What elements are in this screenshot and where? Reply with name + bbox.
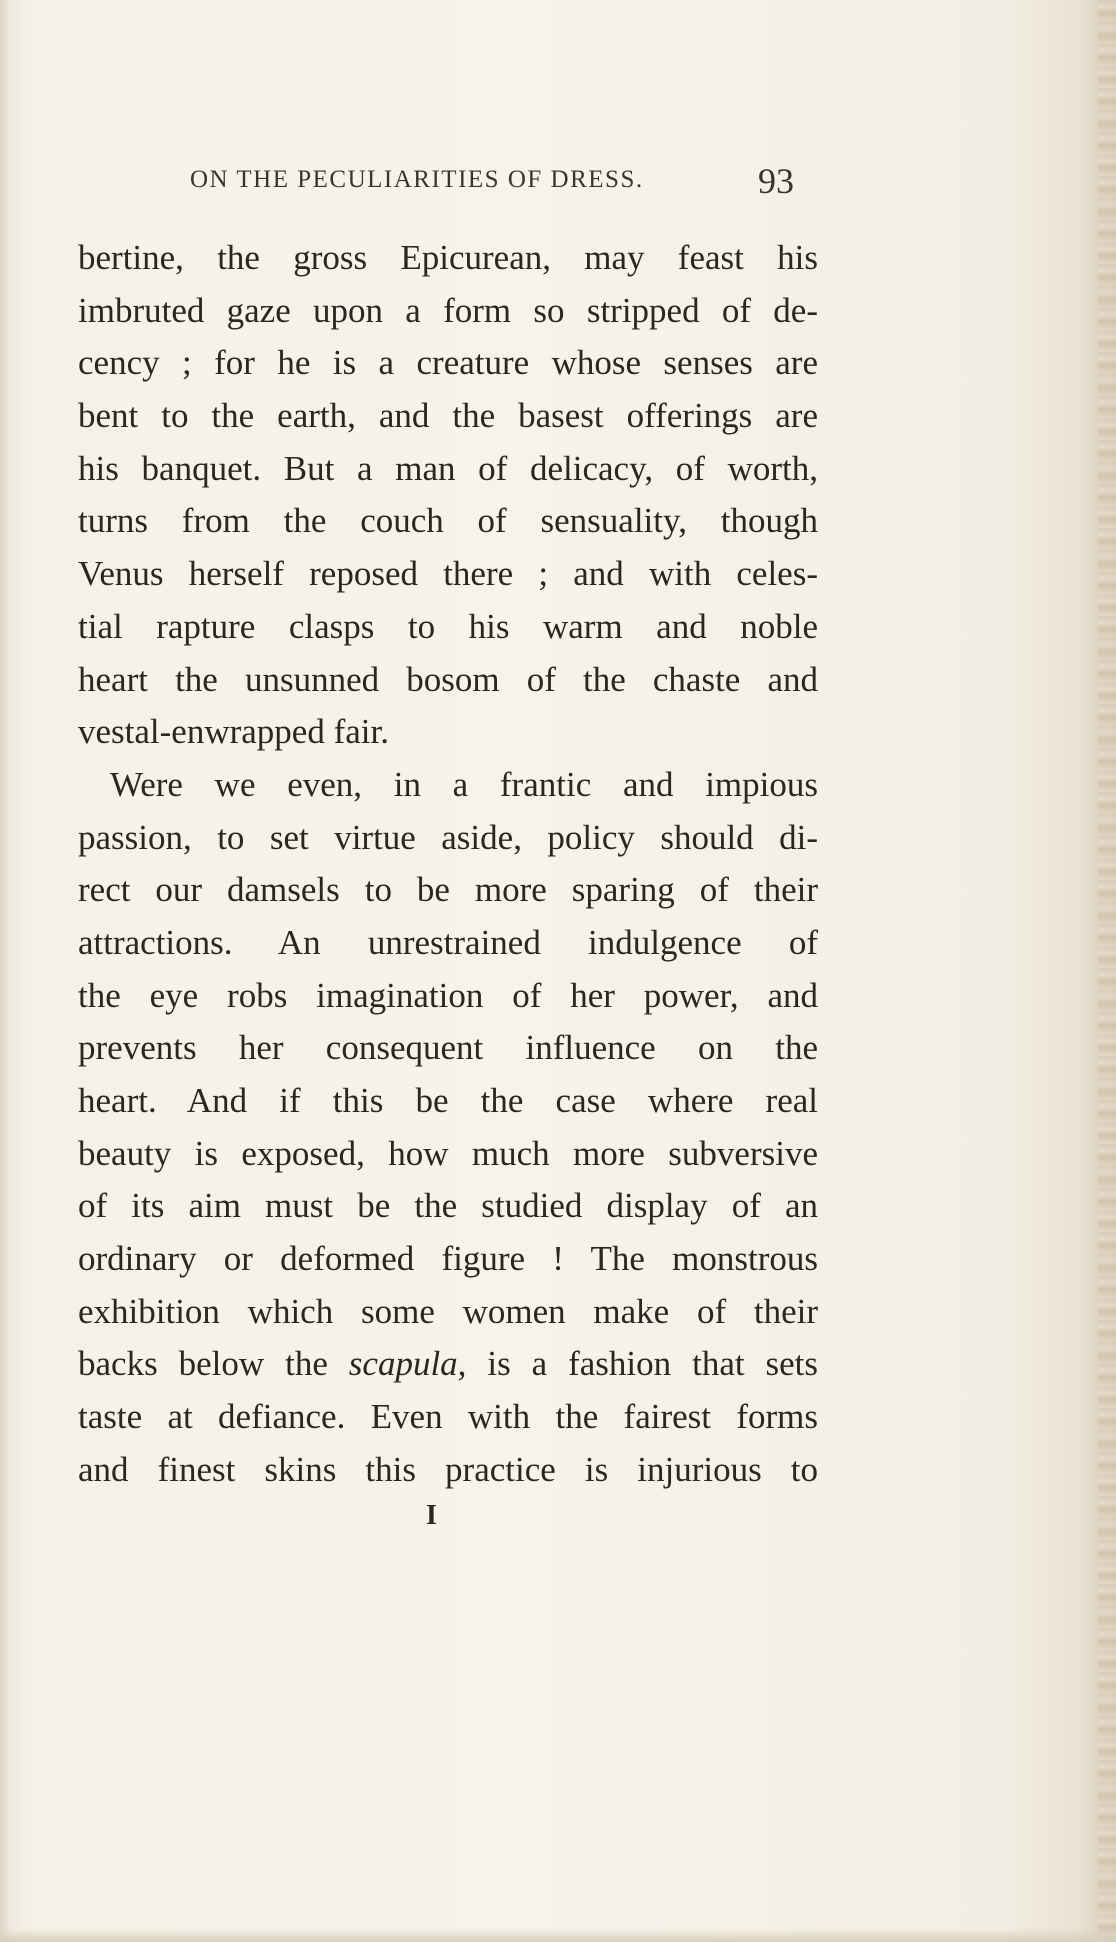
text-segment: is a fashion that sets [487, 1344, 819, 1384]
text-line: rect our damsels to be more sparing of their [78, 870, 818, 910]
text-line-paragraph-start: Were we even, in a frantic and impious [110, 764, 818, 804]
text-line-with-italic [78, 1338, 818, 1391]
text-line: vestal-enwrapped fair. [78, 712, 389, 752]
running-head: ON THE PECULIARITIES OF DRESS. [190, 166, 644, 193]
text-segment: backs below the [78, 1344, 328, 1384]
text-line: turns from the couch of sensuality, though [78, 501, 818, 541]
text-line: his banquet. But a man of delicacy, of worth, [78, 448, 818, 488]
page-number: 93 [758, 161, 794, 201]
text-line: ordinary or deformed figure ! The monstrous [78, 1239, 818, 1279]
text-line: the eye robs imagination of her power, and [78, 975, 818, 1015]
signature-mark: I [426, 1500, 437, 1531]
text-line: cency ; for he is a creature whose senses are [78, 343, 818, 383]
page-fore-edge [1098, 0, 1116, 1942]
text-line: taste at defiance. Even with the fairest forms [78, 1397, 818, 1437]
italic-term: scapula, [348, 1344, 467, 1384]
page-gutter-shadow [0, 0, 10, 1942]
text-line: bertine, the gross Epicurean, may feast his [78, 238, 818, 277]
text-line: imbruted gaze upon a form so stripped of de- [78, 290, 818, 330]
text-line: bent to the earth, and the basest offerings are [78, 396, 818, 436]
text-line: heart. And if this be the case where real [78, 1081, 818, 1120]
text-line: Venus herself reposed there ; and with celes- [78, 554, 818, 594]
text-line: heart the unsunned bosom of the chaste and [78, 659, 818, 699]
text-line: and finest skins this practice is injurious to [78, 1449, 818, 1489]
text-line: of its aim must be the studied display of an [78, 1186, 818, 1226]
text-line: passion, to set virtue aside, policy should di- [78, 817, 818, 857]
text-line: beauty is exposed, how much more subversive [78, 1133, 818, 1173]
text-line: exhibition which some women make of their [78, 1291, 818, 1331]
text-line: attractions. An unrestrained indulgence of [78, 922, 818, 962]
page-bottom-edge [0, 1928, 1116, 1942]
text-line: tial rapture clasps to his warm and noble [78, 606, 818, 646]
text-line: prevents her consequent influence on the [78, 1028, 818, 1068]
body-text [78, 232, 818, 1497]
